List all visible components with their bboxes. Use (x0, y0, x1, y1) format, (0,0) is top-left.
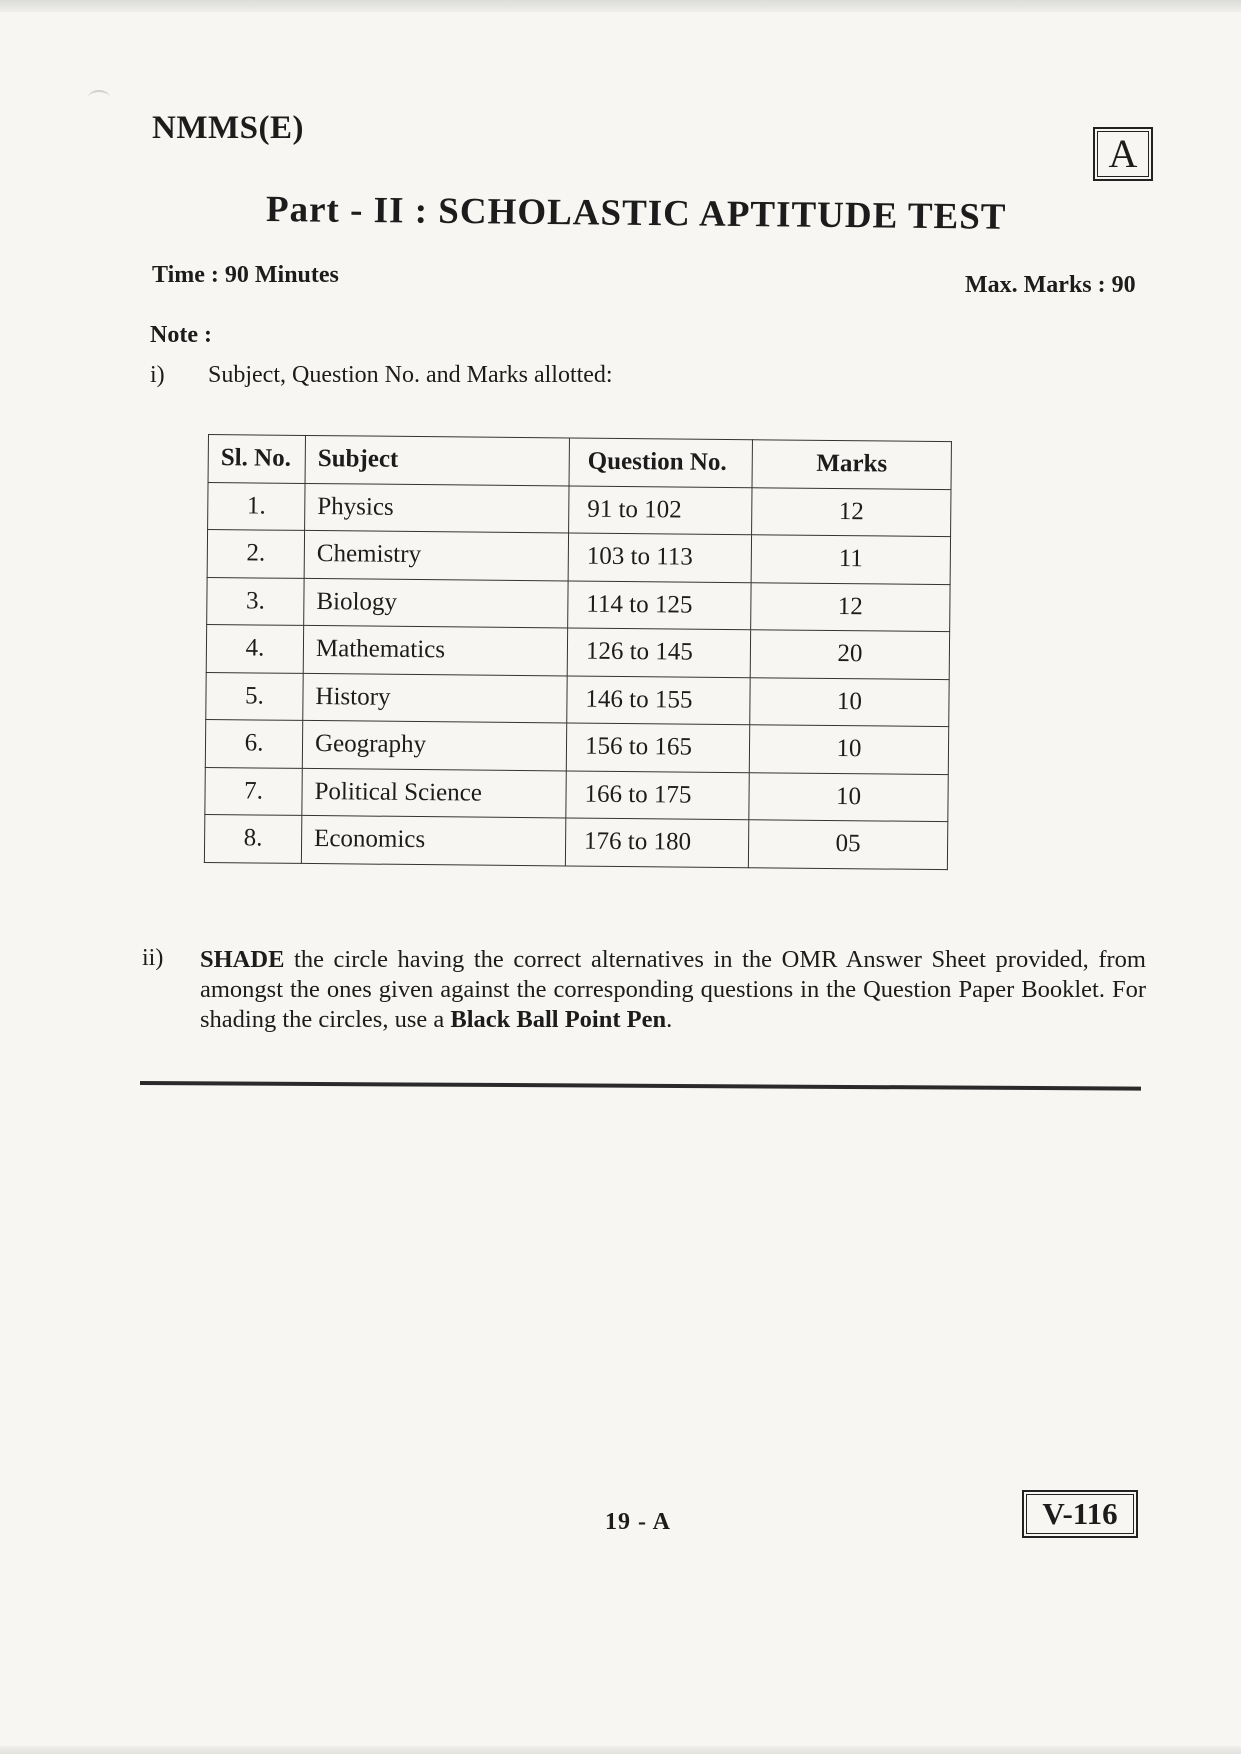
cell-question-no: 146 to 155 (567, 675, 750, 724)
cell-marks: 10 (750, 677, 949, 726)
exam-code: NMMS(E) (152, 110, 304, 146)
cell-marks: 05 (748, 820, 947, 869)
note-item-number: i) (150, 362, 165, 388)
cell-subject: Biology (304, 578, 568, 628)
column-header-marks: Marks (752, 440, 951, 489)
cell-sl-no: 8. (204, 814, 301, 862)
cell-subject: Physics (305, 483, 569, 533)
cell-sl-no: 4. (206, 624, 303, 672)
table-header-row (208, 435, 951, 490)
table-row (205, 719, 948, 774)
cell-subject: Economics (301, 815, 565, 865)
cell-marks: 20 (750, 630, 949, 679)
table-row (205, 767, 948, 822)
cell-subject: Political Science (302, 768, 566, 818)
cell-marks: 11 (751, 535, 950, 584)
max-marks: Max. Marks : 90 (965, 272, 1136, 298)
instruction-text: the circle having the correct alternatives in the OMR Answer Sheet provided, from amongst the ones given against the corresponding questions in the Question Paper Booklet. For shading the circles, use a (200, 946, 1146, 1033)
scan-edge-top (0, 0, 1241, 12)
page-number: 19 - A (605, 1509, 671, 1535)
cell-sl-no: 2. (207, 530, 304, 578)
cell-subject: Chemistry (304, 530, 568, 580)
column-header-subject: Subject (305, 435, 569, 485)
table-row (207, 530, 950, 585)
set-code-box: A (1093, 127, 1153, 181)
divider-rule (140, 1081, 1141, 1091)
cell-question-no: 91 to 102 (569, 485, 752, 534)
table-row (206, 624, 949, 679)
table-row (204, 814, 947, 869)
note-item-number: ii) (142, 945, 164, 971)
cell-question-no: 126 to 145 (567, 628, 750, 677)
cell-question-no: 103 to 113 (568, 533, 751, 582)
table-row (207, 577, 950, 632)
column-header-question-no: Question No. (569, 438, 752, 487)
page-title: Part - II : SCHOLASTIC APTITUDE TEST (265, 189, 1007, 238)
scan-edge-bottom (0, 1746, 1241, 1754)
cell-marks: 10 (749, 772, 948, 821)
series-code-box: V-116 (1022, 1490, 1138, 1538)
note-item-text (200, 945, 1146, 1035)
cell-question-no: 114 to 125 (568, 580, 751, 629)
cell-sl-no: 3. (207, 577, 304, 625)
cell-sl-no: 7. (205, 767, 302, 815)
emphasis-text: SHADE (200, 946, 285, 973)
emphasis-text: Black Ball Point Pen (450, 1006, 667, 1033)
time-allowed: Time : 90 Minutes (152, 262, 339, 288)
note-heading: Note : (150, 322, 212, 348)
instruction-text-end: . (666, 1006, 673, 1033)
table-row (208, 482, 951, 537)
scan-mark (88, 90, 110, 106)
cell-question-no: 176 to 180 (565, 818, 748, 867)
cell-question-no: 166 to 175 (566, 770, 749, 819)
cell-subject: Geography (302, 720, 566, 770)
table-row (206, 672, 949, 727)
marks-table (204, 434, 952, 870)
cell-sl-no: 5. (206, 672, 303, 720)
cell-subject: Mathematics (303, 625, 567, 675)
column-header-sl-no: Sl. No. (208, 435, 305, 483)
note-item-text: Subject, Question No. and Marks allotted: (208, 362, 613, 388)
cell-sl-no: 6. (205, 719, 302, 767)
cell-marks: 12 (751, 582, 950, 631)
cell-subject: History (303, 673, 567, 723)
cell-sl-no: 1. (208, 482, 305, 530)
cell-marks: 10 (749, 725, 948, 774)
cell-marks: 12 (752, 487, 951, 536)
cell-question-no: 156 to 165 (566, 723, 749, 772)
